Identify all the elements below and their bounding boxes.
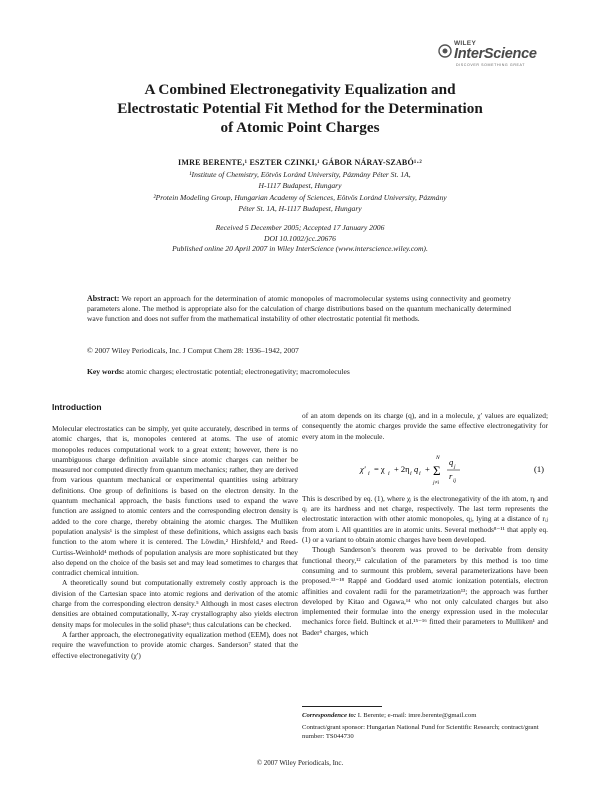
correspondence-footnote (302, 711, 548, 720)
paragraph: Though Sanderson’s theorem was proved to be derivable from density functional theory,¹² calculation of the parameters by this method is too time consuming and to surmount this problem, several parameterizations have been proposed.¹³⁻¹⁸ Rappé and Goddard used atomic ionization potentials, electron affinities and covalent radii for the parametrization¹³; the approach was further developed by Kitao and Ogawa,¹⁴ who not only calculated charges but also implemented their formulae into the energy expression used in the molecular mechanics force field. Bultinck et al.¹⁵⁻¹⁶ fitted their parameters to Mulliken¹ and Bader⁵ charges, which (302, 545, 548, 637)
interscience-wordmark: InterScience (454, 46, 537, 62)
doi: DOI 10.1002/jcc.20676 (264, 233, 336, 243)
paragraph: A farther approach, the electronegativity equalization method (EEM), does not require the wavefunction to provide atomic charges. Sanderson⁷ stated that the effective electronegativity (χ′) (52, 629, 298, 660)
right-column (302, 411, 548, 638)
received-date: Received 5 December 2005; Accepted 17 January 2006 (215, 223, 385, 232)
affiliation-line: ²Protein Modeling Group, Hungarian Academy of Sciences, Eötvös Loránd University, Pázmány (153, 193, 447, 202)
wiley-wordmark: WILEY (454, 40, 477, 47)
eq-num: q (449, 456, 454, 467)
wiley-logo-icon (438, 44, 452, 58)
eq-den: r (449, 470, 453, 481)
correspondence-label: Correspondence to: (302, 712, 357, 719)
paper-title (60, 80, 540, 137)
eq-sum: Σ (433, 462, 441, 478)
journal-citation: © 2007 Wiley Periodicals, Inc. J Comput Chem 28: 1936–1942, 2007 (87, 346, 299, 355)
affiliation-line: ¹Institute of Chemistry, Eötvös Loránd University, Pázmány Péter St. 1A, (189, 170, 411, 179)
equation-1 (302, 448, 548, 488)
correspondence-text: I. Berente; e-mail: imre.berente@gmail.com (357, 712, 477, 719)
affiliation-1 (80, 170, 520, 191)
page-footer-copyright: © 2007 Wiley Periodicals, Inc. (256, 759, 344, 767)
published-online: Published online 20 April 2007 in Wiley InterScience (www.interscience.wiley.com). (172, 244, 428, 253)
paragraph: of an atom depends on its charge (q), and in a molecule, χ′ values are equalized; consequently the atomic charges provide the same effective electronegativity for every atom in the molecule. (302, 411, 548, 441)
title-line: A Combined Electronegativity Equalization and (144, 81, 456, 98)
eq-plus: + (425, 463, 430, 474)
eq-chi: = χ (374, 463, 385, 474)
affiliation-line: Péter St. 1A, H-1117 Budapest, Hungary (238, 203, 362, 213)
wiley-interscience-logo (436, 40, 546, 70)
publication-dates (60, 223, 540, 255)
section-heading-introduction: Introduction (52, 402, 102, 412)
footnote-rule (302, 706, 382, 707)
author-list: IMRE BERENTE,¹ ESZTER CZINKI,¹ GÁBOR NÁRAY-SZABÓ¹·² (178, 158, 422, 167)
paragraph: A theoretically sound but computationally extremely costly approach is the division of the Cartesian space into atomic regions and derivation of the atomic charge from the corresponding electron density.⁵ Although in most cases electron densities are obtained computationally, X-ray crystallography also yields electron density maps for molecules in the solid phase⁶; thus calculations can be checked. (52, 578, 298, 629)
abstract (87, 294, 511, 324)
eq-chi-sub: i (388, 470, 390, 477)
affiliation-2 (80, 193, 520, 214)
paragraph: This is described by eq. (1), where χᵢ is the electronegativity of the ith atom, ηᵢ and qᵢ are its hardness and net charge, respectively. The last term represents the electrostatic interaction with other atomic monopoles, qⱼ, lying at a distance of rᵢⱼ from atom i. All quantities are in atomic units. Several methods⁸⁻¹¹ that apply eq. (1) or a variant to obtain atomic charges have been developed. (302, 493, 548, 545)
eq-q-sub: i (419, 470, 421, 477)
equation-graphic (302, 448, 548, 488)
eq-num-sub: j (454, 463, 456, 470)
eq-number: (1) (534, 463, 544, 474)
eq-eta: + 2η (394, 463, 410, 474)
grant-footnote: Contract/grant sponsor: Hungarian National Fund for Scientific Research; contract/grant number: TS044730 (302, 724, 539, 740)
eq-den-sub: ij (453, 477, 457, 484)
abstract-label: Abstract: (87, 294, 120, 303)
paragraph: Molecular electrostatics can be simply, yet quite accurately, described in terms of atomic charges, that is, monopoles centered at atoms. The use of atomic monopoles reduces computational work to a great extent; however, there is no unambiguous charge definition available since atomic charges can neither be measured nor computed directly from quantum mechanics; rather, they are derived from various quantum mechanical or experimental quantities using arbitrary definitions. One group of definitions is based on the electron density. In the quantum mechanical approach, the basis functions used to expand the wave function are assigned to atomic centers and the corresponding electron density is added to the core charge, thereby obtaining the atomic charges. The Mulliken population analysis¹ is the simplest of these definitions, which assigns each basis function to the atom where it is centered. The Löwdin,² Hirshfeld,³ and Reed-Curtiss-Weinhold⁴ methods of population analysis are more sophisticated but they also depend on the choice of the basis set and may lead sometimes to charges that contradict chemical intuition. (52, 424, 298, 578)
eq-sum-upper: N (436, 454, 440, 461)
affiliation-line: H-1117 Budapest, Hungary (258, 180, 342, 190)
keywords-label: Key words: (87, 367, 125, 376)
title-line: of Atomic Point Charges (220, 119, 380, 136)
eq-sum-lower: j≠i (433, 479, 440, 486)
eq-eta-sub: i (410, 470, 412, 477)
abstract-text: We report an approach for the determination of atomic monopoles of macromolecular systems using connectivity and geometry parameters alone. The method is appropriate also for the calculation of charge distributions based on the quantum mechanically determined wave function and does not suffer from the mathematical instability of other electrostatic potential fit methods. (87, 294, 511, 323)
title-line: Electrostatic Potential Fit Method for the Determination (117, 100, 483, 117)
keywords-text: atomic charges; electrostatic potential; electronegativity; macromolecules (126, 367, 350, 376)
publisher-tagline: DISCOVER SOMETHING GREAT (456, 63, 526, 67)
eq-lhs-sub: i (368, 470, 370, 477)
left-column (52, 424, 298, 661)
keywords (87, 367, 511, 376)
eq-lhs: χ′ (360, 463, 366, 474)
eq-q: q (414, 463, 419, 474)
